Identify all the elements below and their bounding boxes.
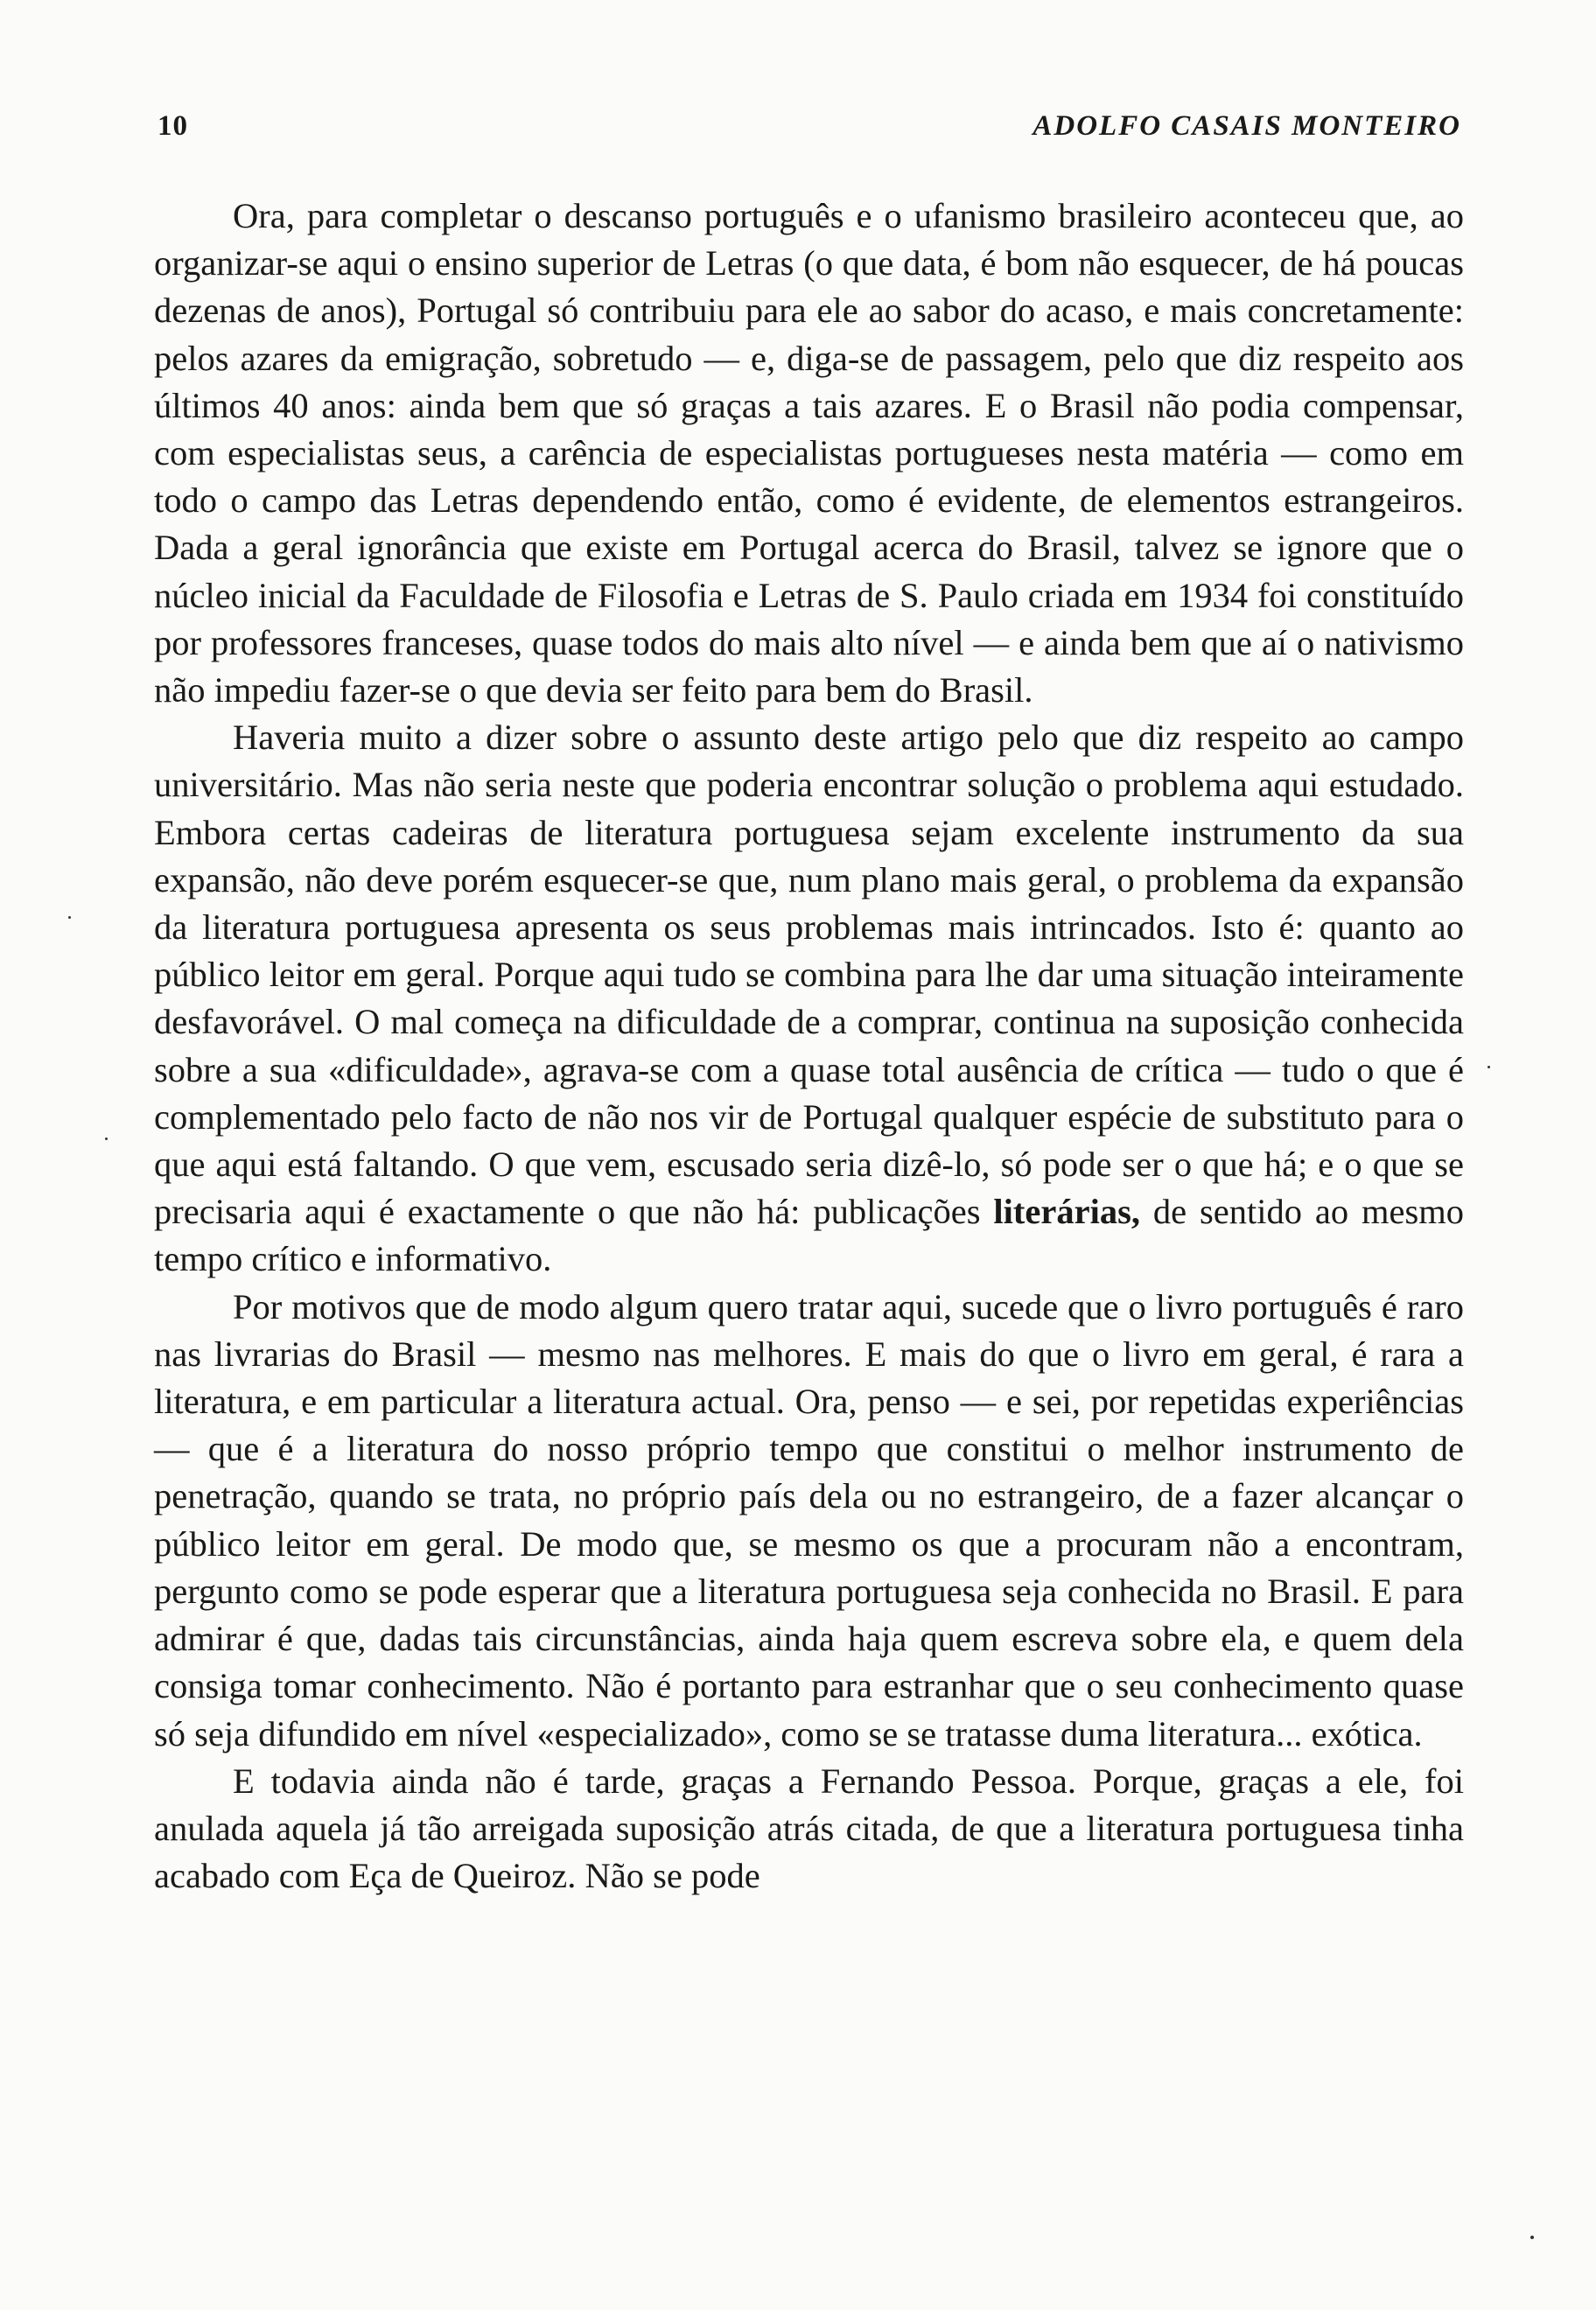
paragraph-2-text-before: Haveria muito a dizer sobre o assunto deste artigo pelo que diz respeito ao campo universitário. Mas não seria neste que poderia encontrar solução o problema aqui estudado. Embora certas cadeiras de literatura portuguesa sejam excelente instrumento da sua expansão, não deve porém esquecer-se que, num plano mais geral, o problema da expansão da literatura portuguesa apresenta os seus problemas mais intrincados. Isto é: quanto ao público leitor em geral. Porque aqui tudo se combina para lhe dar uma situação inteiramente desfavorável. O mal começa na dificuldade de a comprar, continua na suposição conhecida sobre a sua «dificuldade», agrava-se com a quase total ausência de crítica — tudo o que é complementado pelo facto de não nos vir de Portugal qualquer espécie de substituto para o que aqui está faltando. O que vem, escusado seria dizê-lo, só pode ser o que há; e o que se precisaria aqui é exactamente o que não há: publicações [154, 718, 1464, 1232]
page-number: 10 [158, 110, 188, 142]
print-speck [1488, 1066, 1490, 1068]
paragraph-2-bold-word: literárias, [993, 1192, 1140, 1232]
paragraph-2-text-after: de sentido ao mesmo tempo crítico e informativo. [154, 1192, 1464, 1279]
body-text [154, 192, 1464, 1900]
paragraph-1: Ora, para completar o descanso português e o ufanismo brasileiro aconteceu que, ao organizar-se aqui o ensino superior de Letras (o que data, é bom não esquecer, de há poucas dezenas de anos), Portugal só contribuiu para ele ao sabor do acaso, e mais concretamente: pelos azares da emigração, sobretudo — e, diga-se de passagem, pelo que diz respeito aos últimos 40 anos: ainda bem que só graças a tais azares. E o Brasil não podia compensar, com especialistas seus, a carência de especialistas portugueses nesta matéria — como em todo o campo das Letras dependendo então, como é evidente, de elementos estrangeiros. Dada a geral ignorância que existe em Portugal acerca do Brasil, talvez se ignore que o núcleo inicial da Faculdade de Filosofia e Letras de S. Paulo criada em 1934 foi constituído por professores franceses, quase todos do mais alto nível — e ainda bem que aí o nativismo não impediu fazer-se o que devia ser feito para bem do Brasil. [154, 196, 1464, 710]
print-speck [68, 916, 71, 919]
paragraph-3: Por motivos que de modo algum quero tratar aqui, sucede que o livro português é raro nas livrarias do Brasil — mesmo nas melhores. E mais do que o livro em geral, é rara a literatura, e em particular a literatura actual. Ora, penso — e sei, por repetidas experiências — que é a literatura do nosso próprio tempo que constitui o melhor instrumento de penetração, quando se trata, no próprio país dela ou no estrangeiro, de a fazer alcançar o público leitor em geral. De modo que, se mesmo os que a procuram não a encontram, pergunto como se pode esperar que a literatura portuguesa seja conhecida no Brasil. E para admirar é que, dadas tais circunstâncias, ainda haja quem escreva sobre ela, e quem dela consiga tomar conhecimento. Não é portanto para estranhar que o seu conhecimento quase só seja difundido em nível «especializado», como se se tratasse duma literatura... exótica. [154, 1286, 1464, 1754]
page-header [158, 110, 1461, 156]
paragraph-2 [154, 714, 1464, 1283]
print-speck [105, 1138, 108, 1140]
paragraph-4: E todavia ainda não é tarde, graças a Fernando Pessoa. Porque, graças a ele, foi anulada aquela já tão arreigada suposição atrás citada, de que a literatura portuguesa tinha acabado com Eça de Queiroz. Não se pode [154, 1760, 1464, 1896]
running-head: ADOLFO CASAIS MONTEIRO [1032, 110, 1461, 142]
print-speck [1530, 2236, 1534, 2239]
